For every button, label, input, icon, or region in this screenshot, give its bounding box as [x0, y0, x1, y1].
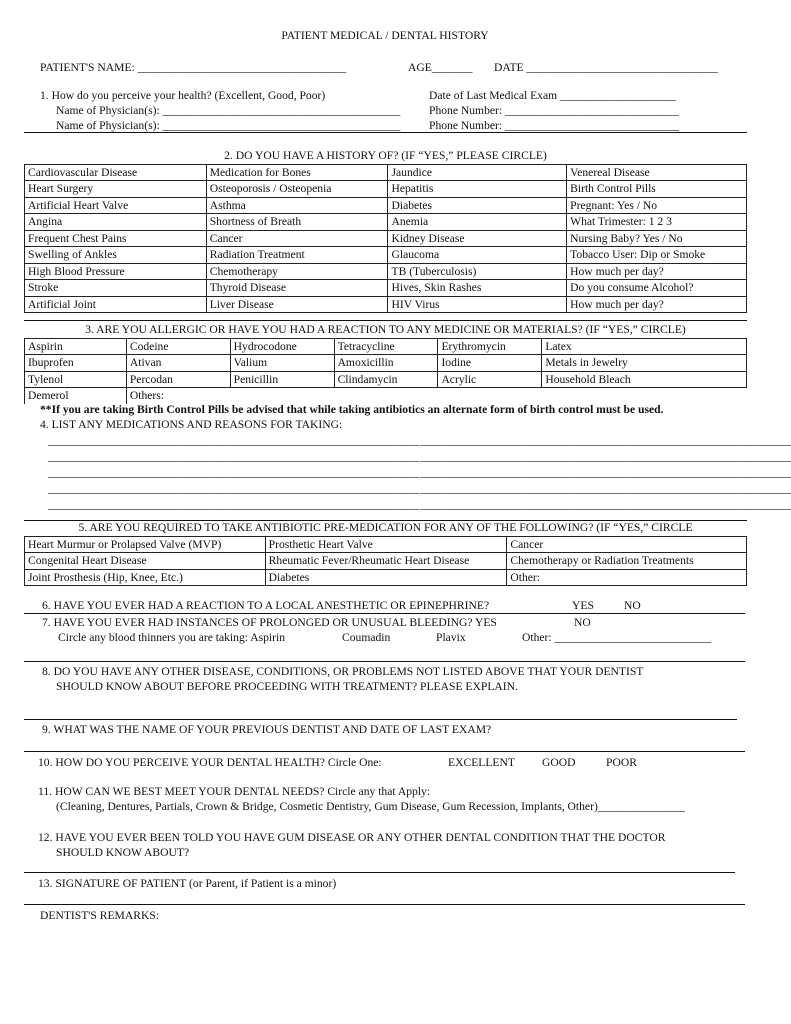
q8-line-1: 8. DO YOU HAVE ANY OTHER DISEASE, CONDITIONS, OR PROBLEMS NOT LISTED ABOVE THAT YOUR DENTIST	[42, 665, 644, 678]
medication-entry-line[interactable]: ________________________________________________________________	[420, 466, 791, 479]
allergy-item-cell[interactable]: Acrylic	[438, 371, 542, 388]
medication-entry-line[interactable]: ________________________________________________________________	[48, 482, 419, 495]
allergy-item-cell[interactable]: Penicillin	[230, 371, 334, 388]
q8-answer-line[interactable]	[24, 719, 737, 720]
divider	[24, 613, 745, 614]
q5-heading: 5. ARE YOU REQUIRED TO TAKE ANTIBIOTIC PRE-MEDICATION FOR ANY OF THE FOLLOWING? (IF “YES,” CIRCLE	[78, 521, 693, 534]
history-condition-row	[25, 164, 747, 181]
history-condition-cell[interactable]: Diabetes	[388, 197, 567, 214]
history-condition-cell[interactable]: Anemia	[388, 214, 567, 231]
medication-entry-line[interactable]: ________________________________________________________________	[420, 434, 791, 447]
q12-answer-line[interactable]	[24, 872, 735, 873]
history-condition-cell[interactable]: Thyroid Disease	[206, 280, 388, 297]
allergy-item-row	[25, 371, 747, 388]
history-condition-row	[25, 214, 747, 231]
allergy-item-cell[interactable]: Demerol	[25, 388, 127, 404]
history-condition-cell[interactable]: HIV Virus	[388, 296, 567, 313]
history-condition-cell[interactable]: Shortness of Breath	[206, 214, 388, 231]
history-condition-cell[interactable]: Tobacco User: Dip or Smoke	[567, 247, 747, 264]
history-condition-cell[interactable]: Hives, Skin Rashes	[388, 280, 567, 297]
birth-control-note: **If you are taking Birth Control Pills be advised that while taking antibiotics an alternate form of birth control must be used.	[40, 403, 664, 416]
history-condition-cell[interactable]: Do you consume Alcohol?	[567, 280, 747, 297]
q1-question: 1. How do you perceive your health? (Excellent, Good, Poor)	[40, 89, 326, 102]
phone-number-field-1[interactable]: Phone Number: ______________________________	[429, 104, 679, 117]
blood-thinners-other-field[interactable]: Other: ___________________________	[522, 631, 712, 644]
allergy-item-cell[interactable]: Valium	[230, 355, 334, 372]
age-field[interactable]: AGE_______	[408, 61, 473, 74]
history-condition-cell[interactable]: Hepatitis	[388, 181, 567, 198]
allergy-item-cell[interactable]: Tylenol	[25, 371, 127, 388]
phone-number-field-2[interactable]: Phone Number: ______________________________	[429, 119, 679, 132]
q6-question: 6. HAVE YOU EVER HAD A REACTION TO A LOCAL ANESTHETIC OR EPINEPHRINE?	[42, 599, 490, 612]
q3-heading: 3. ARE YOU ALLERGIC OR HAVE YOU HAD A REACTION TO ANY MEDICINE OR MATERIALS? (IF “YES,” CIRCLE)	[85, 323, 686, 336]
physician-name-field-1[interactable]: Name of Physician(s): _________________________________________	[56, 104, 401, 117]
physician-name-field-2[interactable]: Name of Physician(s): _________________________________________	[56, 119, 401, 132]
history-condition-cell[interactable]: Chemotherapy	[206, 263, 388, 280]
history-condition-cell[interactable]: Kidney Disease	[388, 230, 567, 247]
history-condition-cell[interactable]: What Trimester: 1 2 3	[567, 214, 747, 231]
dental-health-poor[interactable]: POOR	[606, 756, 637, 769]
history-condition-row	[25, 263, 747, 280]
q12-line-2: SHOULD KNOW ABOUT?	[56, 846, 190, 859]
premedication-condition-cell[interactable]: Cancer	[507, 536, 747, 553]
history-condition-row	[25, 247, 747, 264]
premedication-condition-cell[interactable]: Heart Murmur or Prolapsed Valve (MVP)	[25, 536, 266, 553]
history-condition-row	[25, 230, 747, 247]
dental-health-good[interactable]: GOOD	[542, 756, 576, 769]
history-condition-cell[interactable]: Frequent Chest Pains	[25, 230, 207, 247]
medication-entry-line[interactable]: ________________________________________________________________	[48, 466, 419, 479]
medication-entry-line[interactable]: ________________________________________________________________	[48, 450, 419, 463]
history-condition-cell[interactable]: Angina	[25, 214, 207, 231]
premedication-table	[24, 520, 747, 586]
history-condition-cell[interactable]: How much per day?	[567, 263, 747, 280]
q6-no-option[interactable]: NO	[624, 599, 641, 612]
premedication-condition-cell[interactable]: Diabetes	[265, 569, 507, 586]
history-condition-cell[interactable]: Venereal Disease	[567, 164, 747, 181]
q6-yes-option[interactable]: YES	[572, 599, 594, 612]
patient-name-field[interactable]: PATIENT'S NAME: ____________________________________	[40, 61, 347, 74]
last-medical-exam-field[interactable]: Date of Last Medical Exam ____________________	[429, 89, 676, 102]
allergy-item-cell[interactable]: Ibuprofen	[25, 355, 127, 372]
signature-line[interactable]	[24, 904, 745, 905]
history-condition-cell[interactable]: Osteoporosis / Osteopenia	[206, 181, 388, 198]
history-condition-row	[25, 296, 747, 313]
history-condition-cell[interactable]: Jaundice	[388, 164, 567, 181]
history-condition-cell[interactable]: Cancer	[206, 230, 388, 247]
q7-no-option[interactable]: NO	[574, 616, 591, 629]
premedication-condition-cell[interactable]: Joint Prosthesis (Hip, Knee, Etc.)	[25, 569, 266, 586]
page-title: PATIENT MEDICAL / DENTAL HISTORY	[281, 29, 489, 42]
history-condition-cell[interactable]: Glaucoma	[388, 247, 567, 264]
history-condition-row	[25, 197, 747, 214]
history-condition-cell[interactable]: Liver Disease	[206, 296, 388, 313]
history-condition-cell[interactable]: Nursing Baby? Yes / No	[567, 230, 747, 247]
history-condition-cell[interactable]: Pregnant: Yes / No	[567, 197, 747, 214]
dental-needs-options[interactable]: (Cleaning, Dentures, Partials, Crown & Bridge, Cosmetic Dentistry, Gum Disease, Gum Recession, Implants, Other)_______________	[56, 800, 685, 813]
allergy-item-cell[interactable]: Aspirin	[25, 338, 127, 355]
allergy-item-row	[25, 338, 747, 355]
allergy-table	[24, 322, 747, 404]
allergy-item-cell[interactable]: Ativan	[126, 355, 230, 372]
medication-entry-line[interactable]: ________________________________________________________________	[48, 434, 419, 447]
medication-entry-line[interactable]: ________________________________________________________________	[48, 498, 419, 511]
allergy-item-cell[interactable]: Tetracycline	[334, 338, 438, 355]
medication-entry-line[interactable]: ________________________________________________________________	[420, 482, 791, 495]
dentist-remarks-label: DENTIST'S REMARKS:	[40, 909, 160, 922]
allergy-item-cell[interactable]: Hydrocodone	[230, 338, 334, 355]
medication-entry-line[interactable]: ________________________________________________________________	[420, 450, 791, 463]
divider	[24, 661, 745, 662]
history-condition-cell[interactable]: How much per day?	[567, 296, 747, 313]
q12-line-1: 12. HAVE YOU EVER BEEN TOLD YOU HAVE GUM DISEASE OR ANY OTHER DENTAL CONDITION THAT THE DOCTOR	[38, 831, 666, 844]
history-condition-cell[interactable]: High Blood Pressure	[25, 263, 207, 280]
history-condition-cell[interactable]: Swelling of Ankles	[25, 247, 207, 264]
history-condition-cell[interactable]: Medication for Bones	[206, 164, 388, 181]
history-condition-cell[interactable]: Stroke	[25, 280, 207, 297]
q8-line-2: SHOULD KNOW ABOUT BEFORE PROCEEDING WITH TREATMENT? PLEASE EXPLAIN.	[56, 680, 518, 693]
allergy-item-cell[interactable]: Iodine	[438, 355, 542, 372]
history-condition-cell[interactable]: Radiation Treatment	[206, 247, 388, 264]
q7-question[interactable]: 7. HAVE YOU EVER HAD INSTANCES OF PROLONGED OR UNUSUAL BLEEDING? YES	[42, 616, 497, 629]
history-condition-cell[interactable]: Birth Control Pills	[567, 181, 747, 198]
history-condition-cell[interactable]: TB (Tuberculosis)	[388, 263, 567, 280]
allergy-item-cell[interactable]: Latex	[542, 338, 747, 355]
date-field[interactable]: DATE _________________________________	[494, 61, 718, 74]
allergy-item-cell[interactable]: Household Bleach	[542, 371, 747, 388]
divider	[24, 132, 747, 133]
allergy-item-cell[interactable]: Codeine	[126, 338, 230, 355]
signature-label: 13. SIGNATURE OF PATIENT (or Parent, if Patient is a minor)	[38, 877, 337, 890]
premedication-condition-cell[interactable]: Rheumatic Fever/Rheumatic Heart Disease	[265, 553, 507, 570]
allergy-item-cell[interactable]: Erythromycin	[438, 338, 542, 355]
q9-answer-line[interactable]	[24, 751, 745, 752]
premedication-condition-cell[interactable]: Chemotherapy or Radiation Treatments	[507, 553, 747, 570]
allergy-item-cell[interactable]: Percodan	[126, 371, 230, 388]
allergy-item-cell[interactable]: Metals in Jewelry	[542, 355, 747, 372]
q9-question: 9. WHAT WAS THE NAME OF YOUR PREVIOUS DENTIST AND DATE OF LAST EXAM?	[42, 723, 492, 736]
premedication-condition-cell[interactable]: Other:	[507, 569, 747, 586]
blood-thinners-aspirin[interactable]: Circle any blood thinners you are taking: Aspirin	[58, 631, 286, 644]
allergy-item-row	[25, 355, 747, 372]
allergy-item-cell[interactable]: Amoxicillin	[334, 355, 438, 372]
q10-question: 10. HOW DO YOU PERCEIVE YOUR DENTAL HEALTH? Circle One:	[38, 756, 382, 769]
medication-entry-line[interactable]: ________________________________________________________________	[420, 498, 791, 511]
history-condition-row	[25, 280, 747, 297]
allergy-item-cell[interactable]: Clindamycin	[334, 371, 438, 388]
blood-thinners-coumadin[interactable]: Coumadin	[342, 631, 391, 644]
q11-line-1: 11. HOW CAN WE BEST MEET YOUR DENTAL NEEDS? Circle any that Apply:	[38, 785, 431, 798]
history-condition-cell[interactable]: Artificial Joint	[25, 296, 207, 313]
premedication-condition-cell[interactable]: Prosthetic Heart Valve	[265, 536, 507, 553]
premedication-condition-cell[interactable]: Congenital Heart Disease	[25, 553, 266, 570]
history-condition-cell[interactable]: Heart Surgery	[25, 181, 207, 198]
blood-thinners-plavix[interactable]: Plavix	[436, 631, 466, 644]
premedication-condition-row	[25, 569, 747, 586]
q4-heading: 4. LIST ANY MEDICATIONS AND REASONS FOR TAKING:	[40, 418, 343, 431]
dental-health-excellent[interactable]: EXCELLENT	[448, 756, 515, 769]
divider	[24, 320, 747, 321]
history-condition-row	[25, 181, 747, 198]
q2-heading: 2. DO YOU HAVE A HISTORY OF? (IF “YES,” PLEASE CIRCLE)	[224, 149, 547, 162]
premedication-condition-row	[25, 536, 747, 553]
history-condition-cell[interactable]: Asthma	[206, 197, 388, 214]
history-condition-cell[interactable]: Cardiovascular Disease	[25, 164, 207, 181]
history-condition-cell[interactable]: Artificial Heart Valve	[25, 197, 207, 214]
premedication-condition-row	[25, 553, 747, 570]
allergy-others-field[interactable]: Others:	[126, 388, 746, 404]
history-table	[24, 148, 747, 313]
